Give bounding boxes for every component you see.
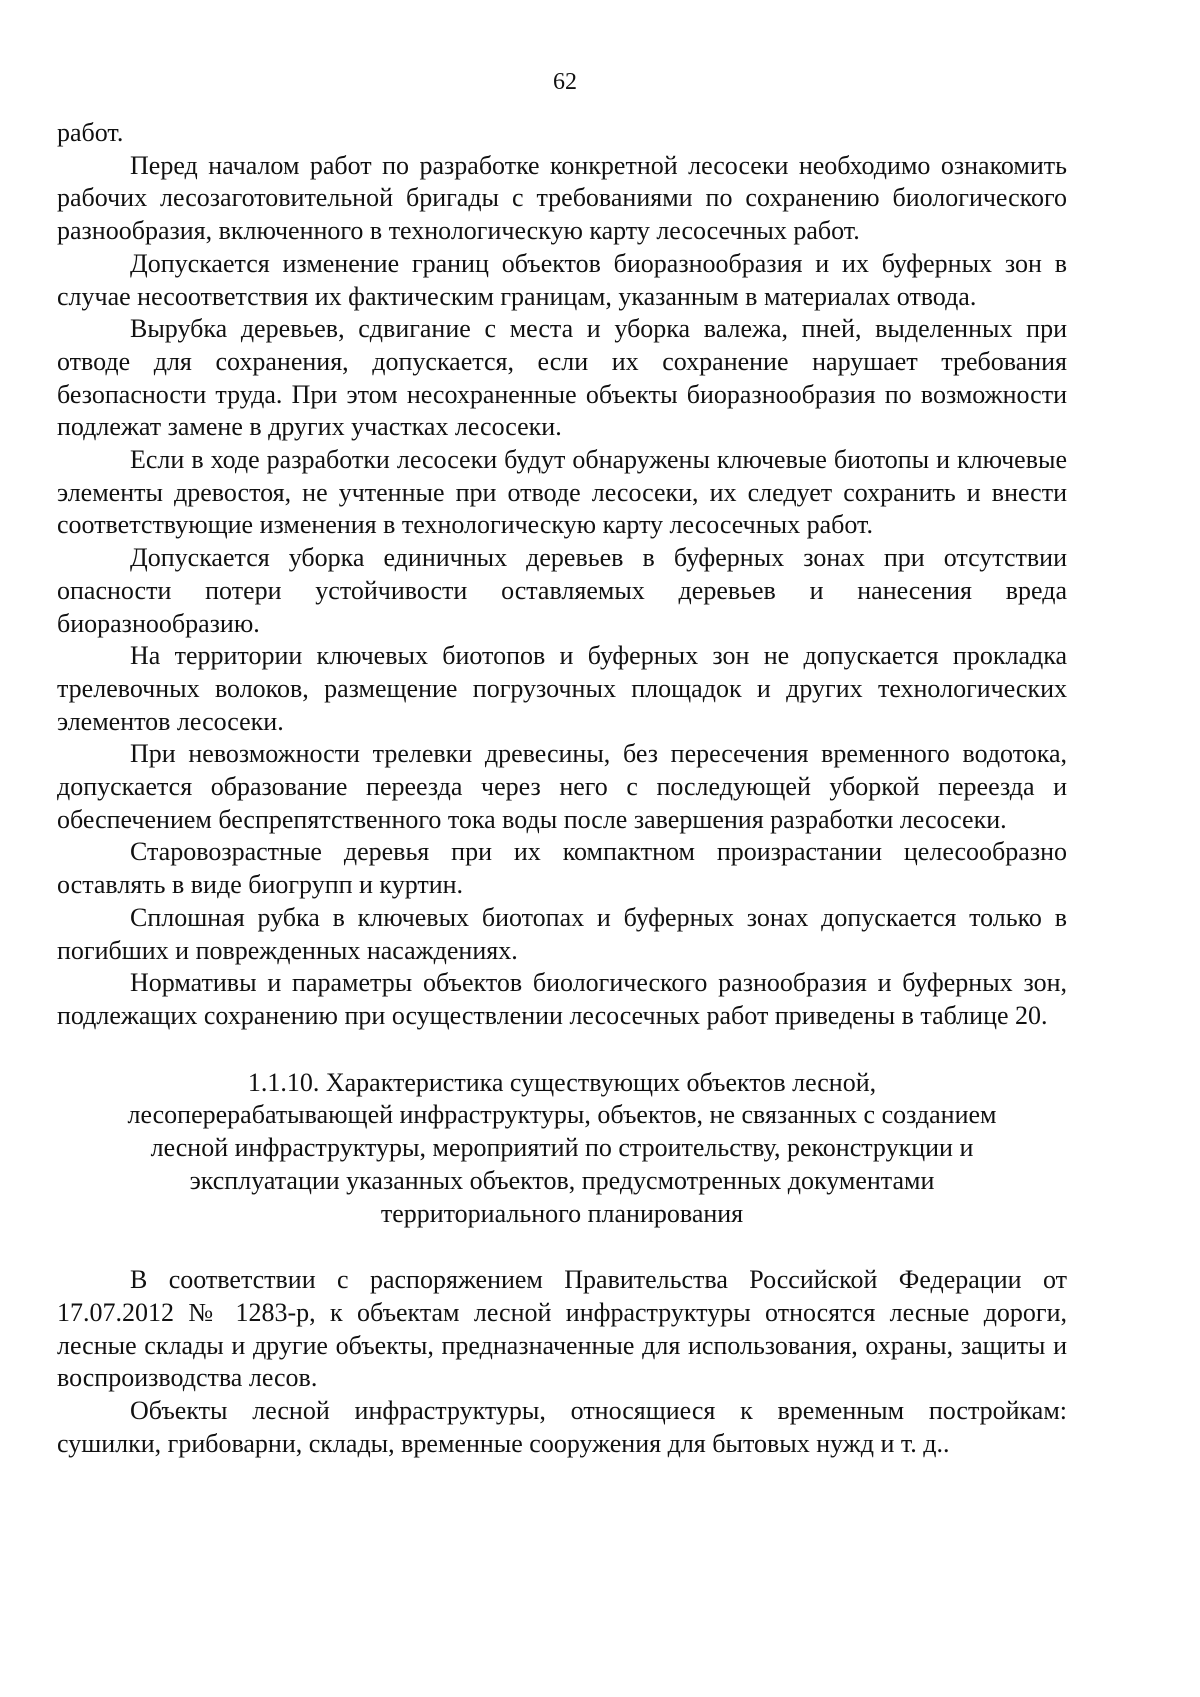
paragraph: Вырубка деревьев, сдвигание с места и уборка валежа, пней, выделенных при отводе для сохранения, допускается, если их сохранение нарушает требования безопасности труда. При этом несохраненные объекты биоразнообразия по возможности подлежат замене в других участках лесосеки.	[57, 314, 1067, 442]
paragraph: Если в ходе разработки лесосеки будут обнаружены ключевые биотопы и ключевые элементы древостоя, не учтенные при отводе лесосеки, их следует сохранить и внести соответствующие изменения в технологическую карту лесосечных работ.	[57, 445, 1067, 540]
page-number: 62	[553, 69, 577, 95]
paragraph: Сплошная рубка в ключевых биотопах и буферных зонах допускается только в погибших и поврежденных насаждениях.	[57, 902, 1067, 965]
paragraph: В соответствии с распоряжением Правительства Российской Федерации от 17.07.2012 № 1283-р, к объектам лесной инфраструктуры относятся лесные дороги, лесные склады и другие объекты, предназначенные для использования, охраны, защиты и воспроизводства лесов.	[57, 1265, 1067, 1393]
section-heading-line: лесоперерабатывающей инфраструктуры, объектов, не связанных с созданием	[127, 1100, 997, 1130]
paragraph: При невозможности трелевки древесины, без пересечения временного водотока, допускается образование переезда через него с последующей уборкой переезда и обеспечением беспрепятственного тока воды после завершения разработки лесосеки.	[57, 739, 1067, 834]
paragraph: Перед началом работ по разработке конкретной лесосеки необходимо ознакомить рабочих лесозаготовительной бригады с требованиями по сохранению биологического разнообразия, включенного в технологическую карту лесосечных работ.	[57, 150, 1067, 246]
page-body	[57, 117, 1067, 1460]
section-heading-line: 1.1.10. Характеристика существующих объектов лесной,	[247, 1067, 877, 1097]
section-heading-line: лесной инфраструктуры, мероприятий по строительству, реконструкции и	[150, 1133, 974, 1163]
paragraph: На территории ключевых биотопов и буферных зон не допускается прокладка трелевочных волоков, размещение погрузочных площадок и других технологических элементов лесосеки.	[57, 641, 1067, 736]
section-heading	[57, 1067, 1067, 1231]
paragraph-continuation: работ.	[57, 118, 124, 147]
paragraph: Объекты лесной инфраструктуры, относящиеся к временным постройкам: сушилки, грибоварни, склады, временные сооружения для бытовых нужд и т. д..	[57, 1396, 1067, 1458]
paragraph: Старовозрастные деревья при их компактном произрастании целесообразно оставлять в виде биогрупп и куртин.	[57, 837, 1067, 900]
section-heading-line: территориального планирования	[380, 1198, 744, 1228]
section-heading-line: эксплуатации указанных объектов, предусмотренных документами	[189, 1165, 935, 1195]
paragraph: Нормативы и параметры объектов биологического разнообразия и буферных зон, подлежащих сохранению при осуществлении лесосечных работ приведены в таблице 20.	[57, 968, 1067, 1030]
paragraph: Допускается уборка единичных деревьев в буферных зонах при отсутствии опасности потери устойчивости оставляемых деревьев и нанесения вреда биоразнообразию.	[57, 543, 1067, 638]
paragraph: Допускается изменение границ объектов биоразнообразия и их буферных зон в случае несоответствия их фактическим границам, указанным в материалах отвода.	[57, 248, 1067, 311]
